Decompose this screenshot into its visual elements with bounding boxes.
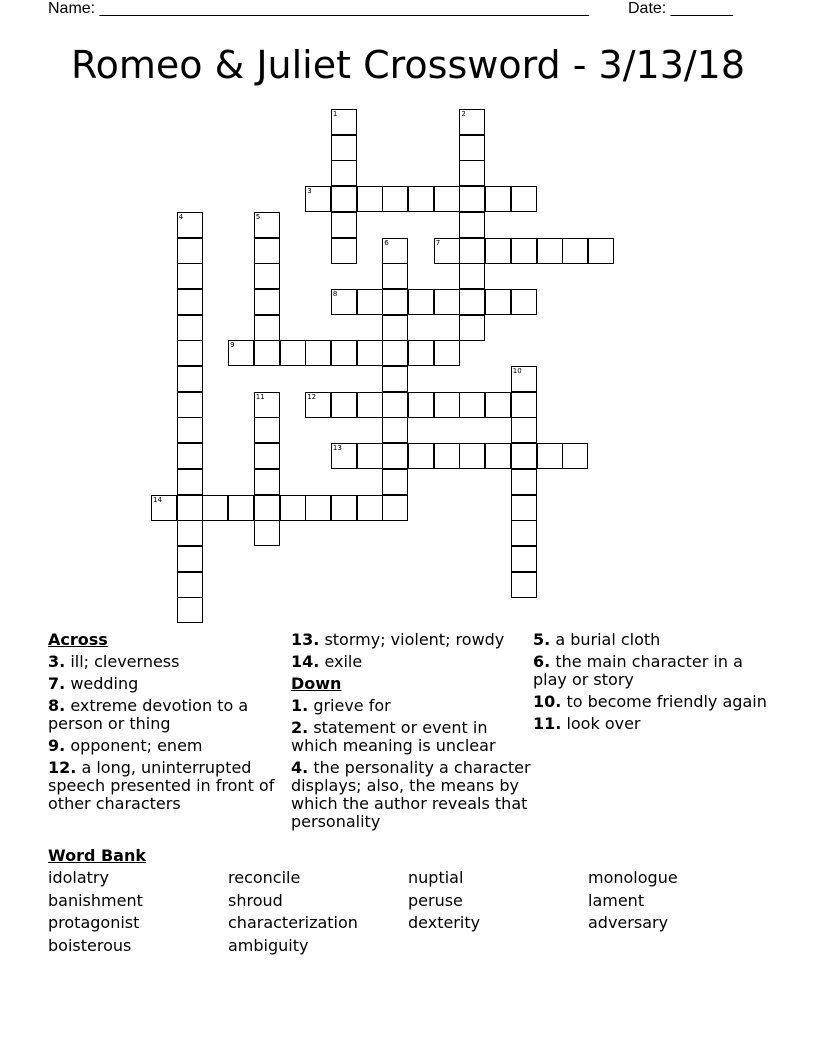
word-bank-item: peruse [408, 890, 463, 910]
clue-across-3: 3. ill; cleverness [48, 652, 180, 671]
name-field[interactable]: Name: _______________________________________________________ [48, 0, 589, 17]
grid-cell[interactable] [511, 392, 537, 418]
grid-cell[interactable] [177, 572, 203, 598]
grid-cell[interactable] [202, 495, 228, 521]
date-field[interactable]: Date: _______ [628, 0, 733, 17]
clue-number: 6 [384, 238, 389, 247]
grid-cell[interactable] [485, 443, 511, 469]
grid-cell[interactable] [408, 340, 434, 366]
word-bank-item: shroud [228, 890, 283, 910]
grid-cell[interactable] [331, 109, 357, 135]
grid-cell[interactable] [485, 186, 511, 212]
grid-cell[interactable] [305, 495, 331, 521]
grid-cell[interactable] [537, 238, 563, 264]
clue-number: 11 [255, 392, 265, 401]
grid-cell[interactable] [459, 186, 485, 212]
clue-across-13: 13. stormy; violent; rowdy [291, 630, 505, 649]
grid-cell[interactable] [459, 160, 485, 186]
grid-cell[interactable] [382, 238, 408, 264]
clue-down-10: 10. to become friendly again [533, 692, 767, 711]
clue-down-2: 2. statement or event in which meaning is unclear [291, 718, 496, 755]
grid-cell[interactable] [459, 315, 485, 341]
clue-down-1: 1. grieve for [291, 696, 391, 715]
grid-cell[interactable] [280, 495, 306, 521]
grid-cell[interactable] [331, 160, 357, 186]
clue-down-11: 11. look over [533, 714, 641, 733]
grid-cell[interactable] [254, 392, 280, 418]
grid-cell[interactable] [177, 443, 203, 469]
grid-cell[interactable] [408, 186, 434, 212]
grid-cell[interactable] [434, 238, 460, 264]
grid-cell[interactable] [177, 597, 203, 623]
grid-cell[interactable] [357, 289, 383, 315]
clue-number: 4 [178, 212, 184, 221]
grid-cell[interactable] [331, 238, 357, 264]
grid-cell[interactable] [511, 546, 537, 572]
clue-down-4: 4. the personality a character displays; also, the means by which the author reveals that personality [291, 758, 531, 831]
grid-cell[interactable] [408, 289, 434, 315]
clue-across-12: 12. a long, uninterrupted speech presented in front of other characters [48, 758, 275, 813]
word-bank-item: monologue [588, 868, 678, 887]
clue-number: 5 [255, 212, 261, 221]
grid-cell[interactable] [177, 238, 203, 264]
grid-cell[interactable] [331, 340, 357, 366]
grid-cell[interactable] [511, 417, 537, 443]
clue-across-14: 14. exile [291, 652, 363, 671]
grid-cell[interactable] [434, 392, 460, 418]
grid-cell[interactable] [459, 109, 485, 135]
grid-cell[interactable] [434, 289, 460, 315]
clues-column-1 [48, 631, 288, 817]
clues-column-2 [291, 631, 531, 835]
grid-cell[interactable] [305, 186, 331, 212]
grid-cell[interactable] [434, 186, 460, 212]
grid-cell[interactable] [228, 495, 254, 521]
grid-cell[interactable] [331, 212, 357, 238]
grid-cell[interactable] [177, 366, 203, 392]
grid-cell[interactable] [588, 238, 614, 264]
grid-cell[interactable] [485, 392, 511, 418]
grid-cell[interactable] [177, 212, 203, 238]
grid-cell[interactable] [434, 443, 460, 469]
word-bank-item: banishment [48, 890, 143, 910]
grid-cell[interactable] [562, 238, 588, 264]
clue-number: 3 [307, 187, 312, 196]
clue-number: 7 [435, 238, 441, 247]
grid-cell[interactable] [177, 417, 203, 443]
word-bank-item: protagonist [48, 913, 140, 933]
across-heading: Across [48, 630, 108, 649]
clue-number: 2 [461, 110, 466, 118]
grid-cell[interactable] [305, 340, 331, 366]
word-bank-item: idolatry [48, 868, 109, 887]
grid-cell[interactable] [382, 289, 408, 315]
grid-cell[interactable] [408, 392, 434, 418]
grid-cell[interactable] [562, 443, 588, 469]
grid-cell[interactable] [459, 238, 485, 264]
grid-cell[interactable] [331, 289, 357, 315]
grid-cell[interactable] [382, 495, 408, 521]
grid-cell[interactable] [382, 443, 408, 469]
grid-cell[interactable] [357, 186, 383, 212]
word-bank-item: dexterity [408, 913, 481, 933]
grid-cell[interactable] [254, 443, 280, 469]
word-bank-item: characterization [228, 913, 358, 933]
grid-cell[interactable] [331, 186, 357, 212]
grid-cell[interactable] [382, 417, 408, 443]
grid-cell[interactable] [459, 392, 485, 418]
clue-number: 9 [230, 341, 235, 350]
grid-cell[interactable] [254, 315, 280, 341]
grid-cell[interactable] [511, 186, 537, 212]
grid-cell[interactable] [254, 495, 280, 521]
grid-cell[interactable] [382, 340, 408, 366]
grid-cell[interactable] [357, 495, 383, 521]
grid-cell[interactable] [511, 520, 537, 546]
clue-number: 1 [332, 110, 338, 118]
clue-down-5: 5. a burial cloth [533, 630, 661, 649]
grid-cell[interactable] [254, 212, 280, 238]
grid-cell[interactable] [357, 340, 383, 366]
grid-cell[interactable] [459, 443, 485, 469]
grid-cell[interactable] [382, 315, 408, 341]
grid-cell[interactable] [382, 392, 408, 418]
grid-cell[interactable] [177, 495, 203, 521]
grid-cell[interactable] [459, 212, 485, 238]
grid-cell[interactable] [177, 546, 203, 572]
clue-down-6: 6. the main character in a play or story [533, 652, 743, 689]
grid-cell[interactable] [177, 263, 203, 289]
grid-cell[interactable] [177, 289, 203, 315]
grid-cell[interactable] [511, 572, 537, 598]
grid-cell[interactable] [382, 366, 408, 392]
grid-cell[interactable] [382, 186, 408, 212]
grid-cell[interactable] [511, 289, 537, 315]
grid-cell[interactable] [511, 238, 537, 264]
grid-cell[interactable] [459, 263, 485, 289]
grid-cell[interactable] [511, 366, 537, 392]
grid-cell[interactable] [254, 469, 280, 495]
grid-cell[interactable] [151, 495, 177, 521]
grid-cell[interactable] [177, 392, 203, 418]
grid-cell[interactable] [537, 443, 563, 469]
grid-cell[interactable] [177, 340, 203, 366]
grid-cell[interactable] [254, 238, 280, 264]
word-bank-item: nuptial [408, 868, 464, 887]
grid-cell[interactable] [254, 520, 280, 546]
grid-cell[interactable] [357, 392, 383, 418]
clue-number: 14 [153, 495, 162, 504]
grid-cell[interactable] [485, 289, 511, 315]
grid-cell[interactable] [331, 135, 357, 161]
clue-across-7: 7. wedding [48, 674, 139, 693]
grid-cell[interactable] [331, 392, 357, 418]
down-heading: Down [291, 674, 342, 693]
word-bank-item: adversary [588, 913, 669, 933]
clue-number: 13 [332, 444, 342, 453]
grid-cell[interactable] [305, 392, 331, 418]
grid-cell[interactable] [280, 340, 306, 366]
page-title: Romeo & Juliet Crossword - 3/13/18 [70, 43, 746, 87]
word-bank-heading: Word Bank [48, 846, 147, 865]
grid-cell[interactable] [331, 495, 357, 521]
grid-cell[interactable] [177, 315, 203, 341]
grid-cell[interactable] [331, 443, 357, 469]
word-bank-item: ambiguity [228, 935, 309, 955]
grid-cell[interactable] [434, 340, 460, 366]
clue-number: 10 [512, 367, 522, 375]
word-bank-item: boisterous [48, 935, 132, 955]
grid-cell[interactable] [511, 495, 537, 521]
word-bank-list [48, 869, 768, 955]
clue-across-9: 9. opponent; enem [48, 736, 203, 755]
grid-cell[interactable] [382, 263, 408, 289]
grid-cell[interactable] [177, 520, 203, 546]
word-bank-item: lament [588, 890, 645, 910]
grid-cell[interactable] [511, 469, 537, 495]
grid-cell[interactable] [254, 263, 280, 289]
grid-cell[interactable] [228, 340, 254, 366]
clue-number: 12 [307, 392, 317, 401]
grid-cell[interactable] [459, 135, 485, 161]
grid-cell[interactable] [254, 417, 280, 443]
grid-cell[interactable] [408, 443, 434, 469]
grid-cell[interactable] [459, 289, 485, 315]
grid-cell[interactable] [254, 289, 280, 315]
clue-number: 8 [332, 289, 338, 298]
clue-across-8: 8. extreme devotion to a person or thing [48, 696, 249, 733]
grid-cell[interactable] [254, 340, 280, 366]
grid-cell[interactable] [485, 238, 511, 264]
grid-cell[interactable] [382, 469, 408, 495]
grid-cell[interactable] [177, 469, 203, 495]
grid-cell[interactable] [511, 443, 537, 469]
word-bank-item: reconcile [228, 868, 301, 887]
grid-cell[interactable] [357, 443, 383, 469]
clues-column-3 [533, 631, 773, 737]
word-bank [48, 847, 768, 955]
